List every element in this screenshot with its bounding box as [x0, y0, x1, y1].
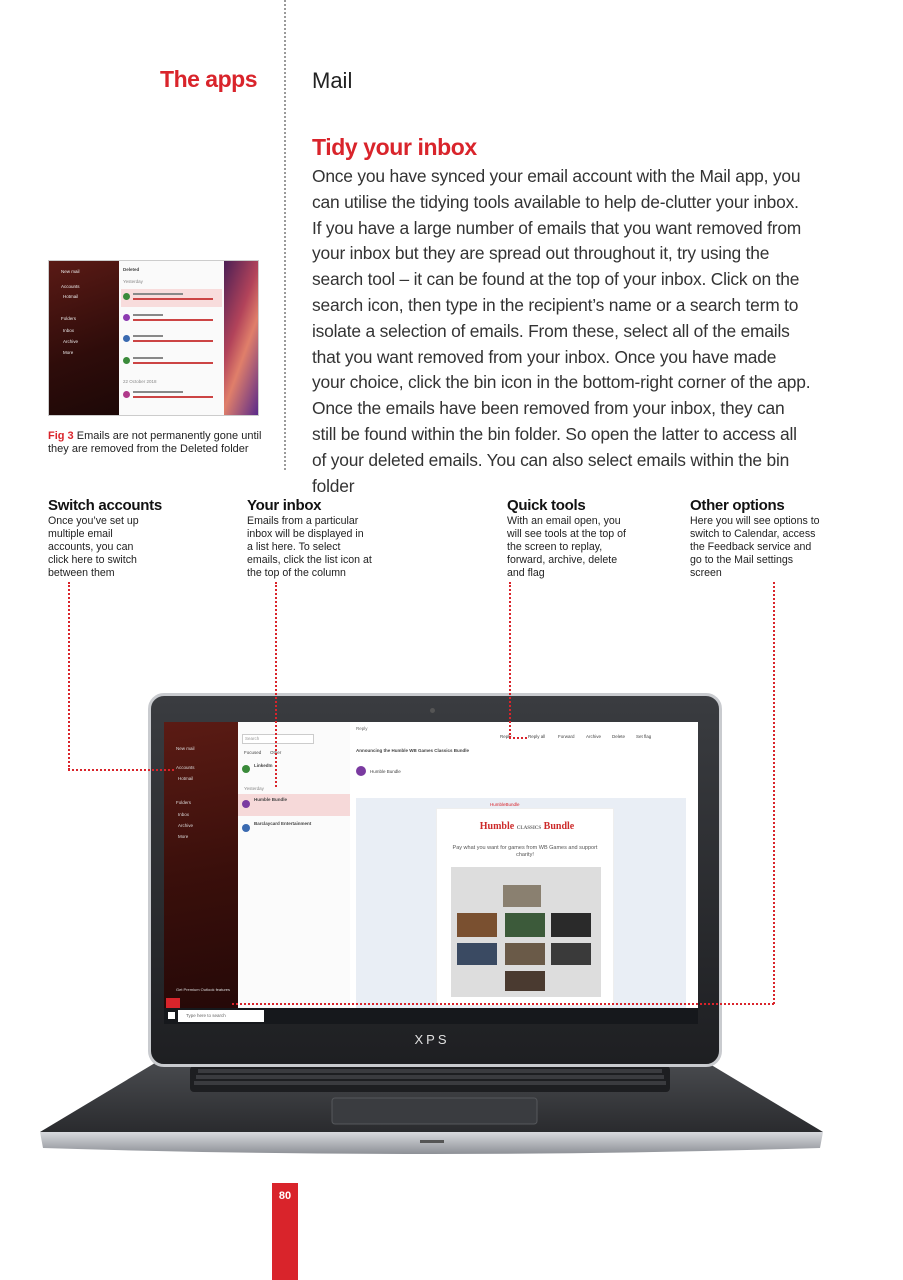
toolbar-reply[interactable]: Reply: [500, 734, 512, 739]
date-divider: Yesterday: [244, 786, 264, 791]
mini-row: [121, 353, 222, 371]
search-input[interactable]: [242, 734, 314, 744]
callout-text: With an email open, you will see tools at the top of the screen to replay, forward, archive, delete and flag: [507, 515, 626, 579]
article-body: Once you have synced your email account with the Mail app, you can utilise the tidying tools available to help de-clutter your inbox. If you have a large number of emails that you want removed from your inbox but they are spread out throughout it, try using the search tool – it can be found at the top of your inbox. Click on the search icon, then type in the recipient’s name or a search term to isolate a selection of emails. From these, select all of the emails that you want removed from your inbox. Once you have made your choice, click the bin icon in the bottom-right corner of the app. Once the emails have been removed from your inbox, they can still be found within the bin folder. So open the latter to access all of your deleted emails. You can also select emails within the bin folder: [312, 166, 811, 496]
leader-line-other-options: [232, 1003, 774, 1005]
mini-inbox: Inbox: [63, 328, 75, 333]
game-tile[interactable]: [457, 913, 497, 937]
email-row[interactable]: [238, 818, 350, 840]
mail-sidebar: [164, 722, 238, 1024]
page-heading: Mail: [312, 68, 353, 93]
laptop-base: [40, 1060, 823, 1160]
humble-logo-left: Humble: [479, 821, 515, 832]
game-tile[interactable]: [457, 943, 497, 965]
callout-switch-accounts: [48, 497, 198, 580]
folder-archive[interactable]: Archive: [178, 823, 194, 828]
game-tile[interactable]: [503, 885, 541, 907]
humble-logo-mid: CLASSICS: [516, 826, 542, 831]
callout-title: Quick tools: [507, 497, 586, 514]
game-tile[interactable]: [551, 913, 591, 937]
callout-title: Your inbox: [247, 497, 322, 514]
toolbar-reply[interactable]: Reply: [356, 726, 368, 731]
page-number: 80: [278, 1190, 292, 1202]
callout-quick-tools: [507, 497, 632, 580]
mini-folders: Folders: [61, 316, 77, 321]
callout-your-inbox: [247, 497, 372, 580]
new-mail-button[interactable]: New mail: [176, 746, 195, 751]
email-sender: Barclaycard Entertainment: [254, 821, 312, 826]
email-tagline: Pay what you want for games from WB Games and support charity!: [452, 845, 598, 858]
email-sender: LinkedIn: [254, 763, 273, 768]
mini-row: [121, 331, 222, 349]
toolbar-set-flag[interactable]: Set flag: [636, 734, 652, 739]
column-divider: [284, 0, 286, 470]
leader-line-switch-accounts: [68, 582, 70, 770]
search-placeholder: Search: [245, 736, 260, 741]
mini-date: 22 October 2018: [123, 379, 157, 384]
callout-text: Here you will see options to switch to Calendar, access the Feedback service and go to the Mail settings screen: [690, 515, 820, 579]
mail-app-icon[interactable]: [166, 998, 180, 1008]
callout-text: Emails from a particular inbox will be displayed in a list here. To select emails, click the list icon at the top of the column: [247, 515, 372, 579]
mini-row: [121, 387, 222, 405]
toolbar-delete[interactable]: Delete: [612, 734, 626, 739]
taskbar-search-placeholder: Type here to search: [186, 1013, 226, 1018]
game-tile[interactable]: [505, 971, 545, 991]
mini-new-mail: New mail: [61, 269, 80, 274]
toolbar-forward[interactable]: Forward: [558, 734, 575, 739]
email-from: Humble Bundle: [370, 769, 401, 774]
figure-3-screenshot: [48, 260, 259, 416]
humble-logo-right: Bundle: [543, 821, 575, 832]
games-gallery: [451, 867, 601, 997]
folder-more[interactable]: More: [178, 834, 189, 839]
mini-hotmail: Hotmail: [63, 294, 79, 299]
brand-line: HumbleBundle: [490, 802, 520, 807]
article-title: Tidy your inbox: [312, 134, 477, 160]
mini-list-title: Deleted: [123, 267, 140, 272]
tab-other[interactable]: Other: [270, 750, 282, 755]
mini-row: [121, 289, 222, 307]
tab-focused[interactable]: Focused: [244, 750, 262, 755]
game-tile[interactable]: [505, 913, 545, 937]
section-label: The apps: [160, 66, 257, 92]
taskbar: [164, 1008, 698, 1024]
laptop-screen: [164, 722, 698, 1024]
email-subject: Announcing the Humble WB Games Classics Bundle: [356, 748, 470, 753]
email-row[interactable]: [238, 794, 350, 816]
leader-line-other-options: [773, 582, 775, 1004]
figure-number: Fig 3: [48, 430, 74, 442]
callout-title: Other options: [690, 497, 785, 514]
figure-caption: [48, 430, 263, 456]
sender-avatar: [356, 766, 366, 776]
mini-sidebar: [49, 261, 119, 415]
leader-line-quick-tools: [509, 582, 511, 738]
toolbar-archive[interactable]: Archive: [586, 734, 602, 739]
mini-archive: Archive: [63, 339, 79, 344]
humble-bundle-email: [436, 808, 614, 1006]
leader-line-switch-accounts: [68, 769, 174, 771]
callout-title: Switch accounts: [48, 497, 162, 514]
game-tile[interactable]: [505, 943, 545, 965]
accounts-label[interactable]: Accounts: [176, 765, 195, 770]
email-sender: Humble Bundle: [254, 797, 288, 802]
mini-more: More: [63, 350, 74, 355]
webcam: [430, 708, 435, 713]
callout-text: Once you’ve set up multiple email accounts, you can click here to switch between them: [48, 515, 139, 579]
folders-label[interactable]: Folders: [176, 800, 192, 805]
figure-caption-text: Emails are not permanently gone until they are removed from the Deleted folder: [48, 430, 262, 455]
leader-line-your-inbox: [275, 582, 277, 787]
email-row[interactable]: [238, 760, 350, 782]
folder-inbox[interactable]: Inbox: [178, 812, 190, 817]
callout-other-options: [690, 497, 820, 580]
mini-background-photo: [224, 261, 258, 415]
mini-row: [121, 310, 222, 328]
laptop-brand-logo: XPS: [414, 1032, 450, 1047]
email-list: [238, 722, 351, 1008]
toolbar-reply-all[interactable]: Reply all: [528, 734, 546, 739]
taskbar-search[interactable]: [178, 1010, 264, 1022]
mini-yesterday: Yesterday: [123, 279, 143, 284]
get-premium-link[interactable]: Get Premium Outlook features: [176, 987, 231, 992]
humble-logo: [457, 821, 597, 832]
leader-line-quick-tools: [509, 737, 527, 739]
hotmail-account[interactable]: Hotmail: [178, 776, 194, 781]
mini-accounts: Accounts: [61, 284, 80, 289]
game-tile[interactable]: [551, 943, 591, 965]
windows-start-icon[interactable]: [168, 1012, 175, 1019]
